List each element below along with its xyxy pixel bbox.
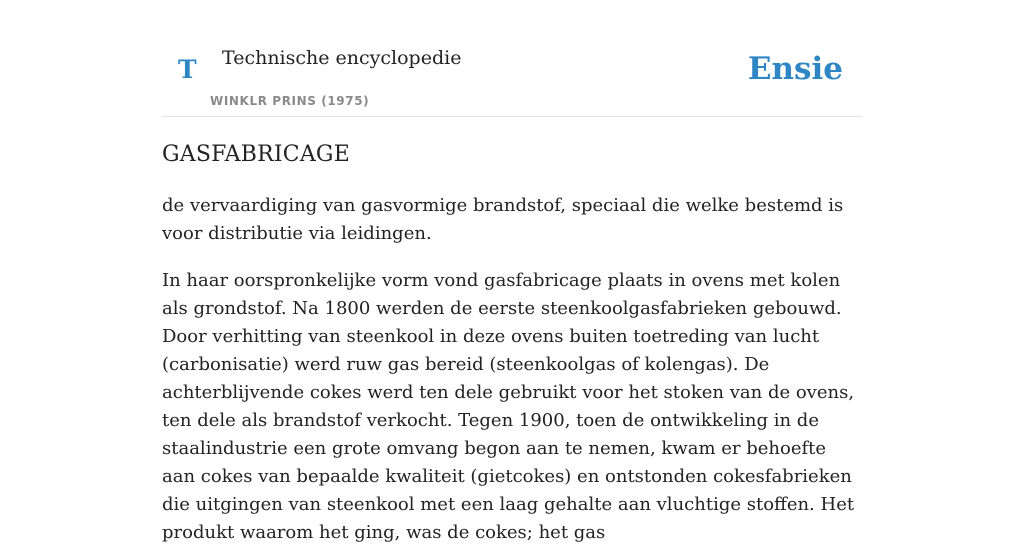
encyclopedia-title-link[interactable]: Technische encyclopedie xyxy=(222,47,462,69)
encyclopedia-logo-icon[interactable]: T xyxy=(178,55,197,84)
entry-paragraph: In haar oorspronkelijke vorm vond gasfabricage plaats in ovens met kolen als grondstof. Na 1800 werden de eerste steenkoolgasfabrieken gebouwd. Door verhitting van steenkool in deze ovens buiten toetreding van lucht (carbonisatie) werd ruw gas bereid (steenkoolgas of kolengas). De achterblijvende cokes werd ten dele gebruikt voor het stoken van de ovens, ten dele als brandstof verkocht. Tegen 1900, toen de ontwikkeling in de staalindustrie een grote omvang begon aan te nemen, kwam er behoefte aan cokes van bepaalde kwaliteit (gietcokes) en ontstonden cokesfabrieken die uitgingen van steenkool met een laag gehalte aan vluchtige stoffen. Het produkt waarom het ging, was de cokes; het gas xyxy=(162,270,855,543)
entry-paragraph: de vervaardiging van gasvormige brandstof, speciaal die welke bestemd is voor distributie via leidingen. xyxy=(162,195,844,244)
entry-title: GASFABRICAGE xyxy=(162,142,350,167)
brand-logo-link[interactable]: Ensie xyxy=(747,51,843,87)
encyclopedia-source: WINKLR PRINS (1975) xyxy=(210,94,370,108)
encyclopedia-header xyxy=(162,0,862,117)
article-page xyxy=(162,0,862,543)
